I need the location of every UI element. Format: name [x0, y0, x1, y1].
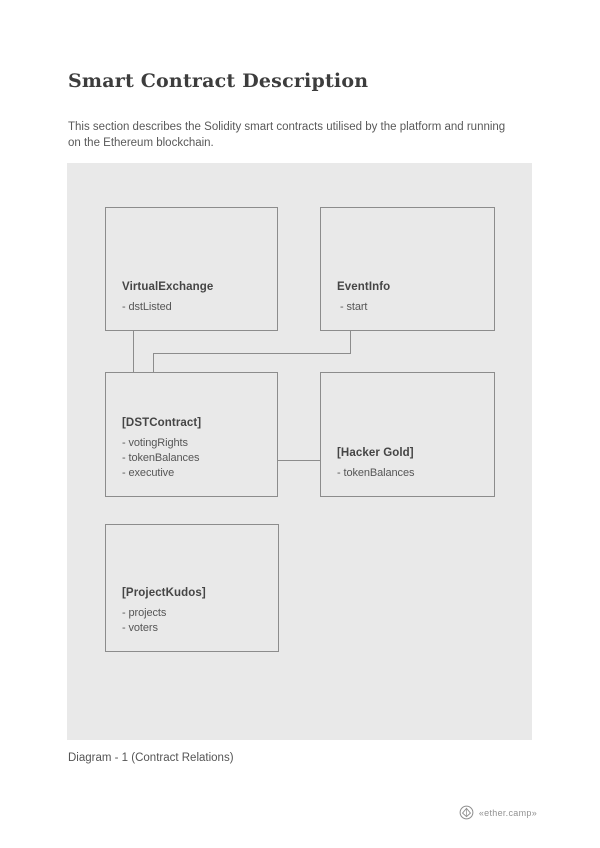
edge-eventinfo-horizontal [153, 353, 351, 354]
node-attributes [122, 436, 199, 481]
diagram-node-event-info [320, 207, 495, 331]
node-attribute: - tokenBalances [122, 452, 200, 464]
node-title: [Hacker Gold] [337, 447, 414, 459]
node-attributes [337, 466, 414, 481]
intro-paragraph: This section describes the Solidity smart contracts utilised by the platform and running on the Ethereum blockchain. [68, 121, 506, 149]
node-title: EventInfo [337, 281, 391, 293]
node-attributes [122, 606, 166, 636]
node-title: VirtualExchange [122, 281, 214, 293]
diagram-node-dst-contract [105, 372, 278, 497]
node-attribute: - executive [122, 467, 175, 479]
node-attributes [122, 300, 172, 315]
footer-brand-label: «ether.camp» [478, 807, 537, 818]
node-attribute: - dstListed [122, 301, 172, 313]
contract-relations-diagram [67, 163, 532, 740]
diagram-node-hacker-gold [320, 372, 495, 497]
edge-eventinfo-drop [350, 331, 351, 354]
node-title: [DSTContract] [122, 417, 202, 429]
node-attribute: - tokenBalances [337, 467, 415, 479]
diagram-caption: Diagram - 1 (Contract Relations) [68, 752, 234, 764]
edge-virtualexchange-dstcontract [133, 331, 134, 373]
node-title: [ProjectKudos] [122, 587, 206, 599]
node-attribute: - projects [122, 607, 167, 619]
node-attribute: - votingRights [122, 437, 188, 449]
ether-camp-logo-icon [459, 805, 474, 820]
diagram-node-project-kudos [105, 524, 279, 652]
edge-eventinfo-dstcontract [153, 353, 154, 373]
node-attributes [337, 300, 367, 315]
diagram-node-virtual-exchange [105, 207, 278, 331]
node-attribute: - voters [122, 622, 158, 634]
footer-brand [459, 805, 537, 820]
edge-dstcontract-hackergold [278, 460, 320, 461]
page-title: Smart Contract Description [68, 70, 369, 92]
node-attribute: - start [337, 301, 368, 313]
